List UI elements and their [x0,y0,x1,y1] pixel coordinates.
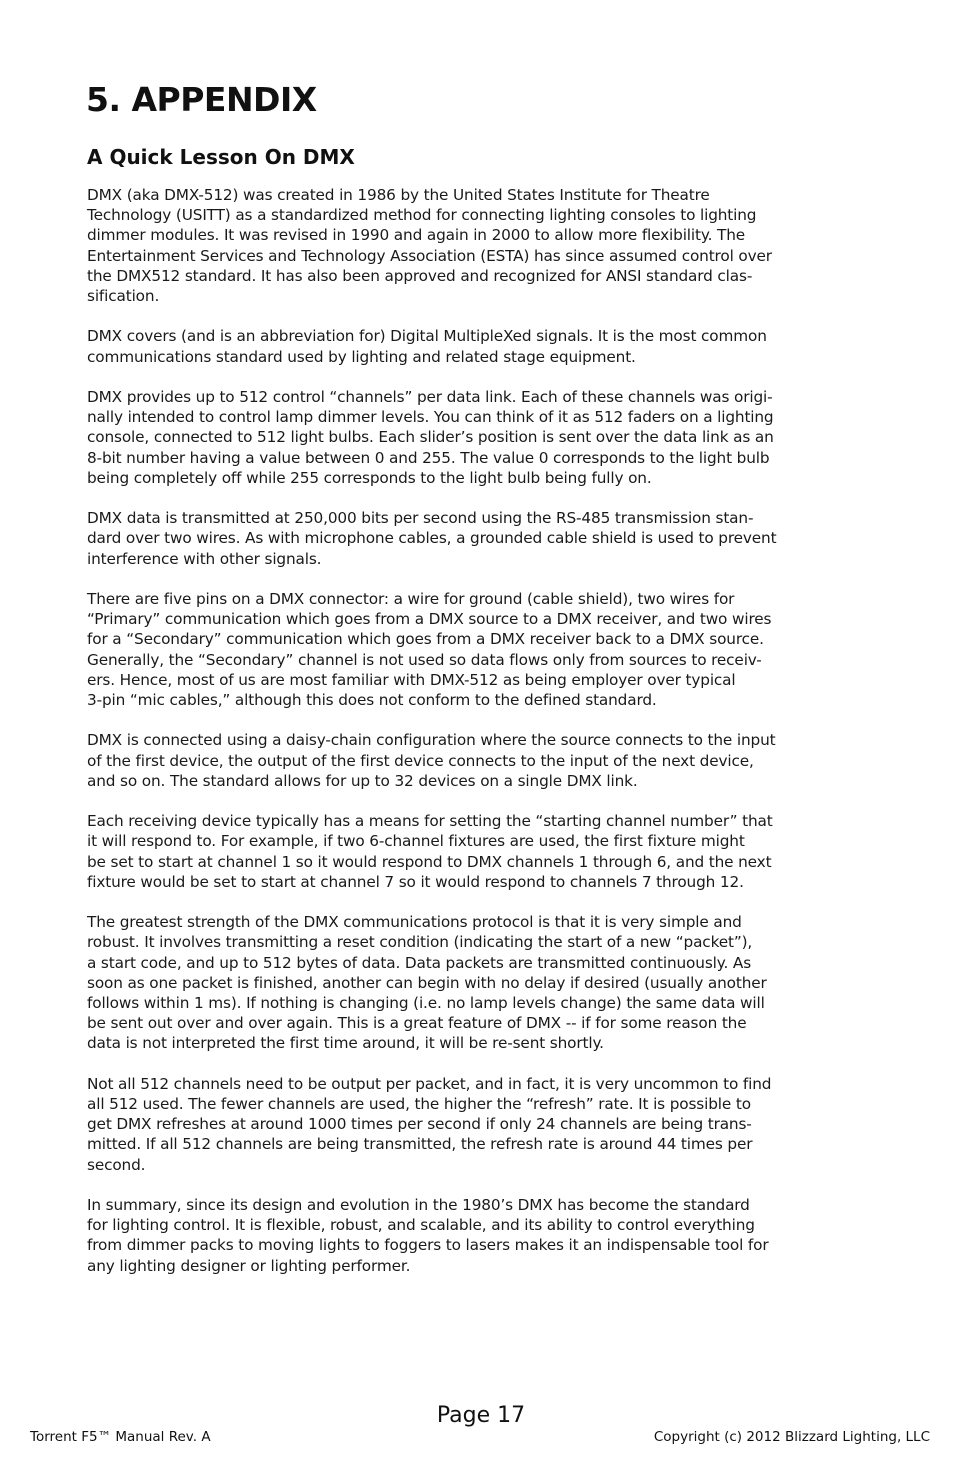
paragraph-dmx-daisy-chain: DMX is connected using a daisy-chain configuration where the source connects to the input of the first device, the output of the first device connects to the input of the next device, and so on. The standard allows for up to 32 devices on a single DMX link. [87,731,776,790]
paragraph-dmx-channels: DMX provides up to 512 control “channels” per data link. Each of these channels was origi- nally intended to control lamp dimmer levels. You can think of it as 512 faders on a lighting console, connected to 512 light bulbs. Each slider’s position is sent over the data link as an 8-bit number having a value between 0 and 255. The value 0 corresponds to the light bulb being completely off while 255 corresponds to the light bulb being fully on. [87,388,774,487]
paragraph-dmx-connector-pins: There are five pins on a DMX connector: a wire for ground (cable shield), two wires for “Primary” communication which goes from a DMX source to a DMX receiver, and two wires for a “Secondary” communication which goes from a DMX receiver back to a DMX source. Generally, the “Secondary” channel is not used so data flows only from sources to receiv- ers. Hence, most of us are most familiar with DMX-512 as being employer over typical 3-pin “mic cables,” although this does not conform to the defined standard. [87,590,772,710]
paragraph-dmx-summary: In summary, since its design and evolution in the 1980’s DMX has become the standard for lighting control. It is flexible, robust, and scalable, and its ability to control everything from dimmer packs to moving lights to foggers to lasers makes it an indispensable tool for any lighting designer or lighting performer. [87,1196,769,1275]
paragraph-dmx-refresh-rate: Not all 512 channels need to be output per packet, and in fact, it is very uncommon to find all 512 used. The fewer channels are used, the higher the “refresh” rate. It is possible to get DMX refreshes at around 1000 times per second if only 24 channels are being trans- mitted. If all 512 channels are being transmitted, the refresh rate is around 44 times per second. [87,1074,772,1174]
paragraph-dmx-abbreviation: DMX covers (and is an abbreviation for) Digital MultipleXed signals. It is the most common communications standard used by lighting and related stage equipment. [87,327,767,366]
paragraph-dmx-starting-channel: Each receiving device typically has a means for setting the “starting channel number” that it will respond to. For example, if two 6-channel fixtures are used, the first fixture might be set to start at channel 1 so it would respond to DMX channels 1 through 6, and the next fixture would be set to start at channel 7 so it would respond to channels 7 through 12. [87,812,773,891]
paragraph-dmx-transmission: DMX data is transmitted at 250,000 bits per second using the RS-485 transmission stan- dard over two wires. As with microphone cables, a grounded cable shield is used to prevent interference with other signals. [87,509,777,568]
body-text [87,185,887,1296]
section-heading: A Quick Lesson On DMX [87,145,355,169]
footer-manual-title: Torrent F5™ Manual Rev. A [30,1429,211,1445]
page-title: 5. APPENDIX [86,80,317,119]
footer-copyright: Copyright (c) 2012 Blizzard Lighting, LLC [653,1429,930,1445]
paragraph-dmx-history: DMX (aka DMX-512) was created in 1986 by the United States Institute for Theatre Technology (USITT) as a standardized method for connecting lighting consoles to lighting dimmer modules. It was revised in 1990 and again in 2000 to allow more flexibility. The Entertainment Services and Technology Association (ESTA) has since assumed control over the DMX512 standard. It has also been approved and recognized for ANSI standard clas- sification. [87,186,772,306]
page-number: Page 17 [436,1403,526,1428]
paragraph-dmx-strength: The greatest strength of the DMX communications protocol is that it is very simple and robust. It involves transmitting a reset condition (indicating the start of a new “packet”), a start code, and up to 512 bytes of data. Data packets are transmitted continuously. As soon as one packet is finished, another can begin with no delay if desired (usually another follows within 1 ms). If nothing is changing (i.e. no lamp levels change) the same data will be sent out over and over again. This is a great feature of DMX -- if for some reason the data is not interpreted the first time around, it will be re-sent shortly. [87,913,767,1053]
